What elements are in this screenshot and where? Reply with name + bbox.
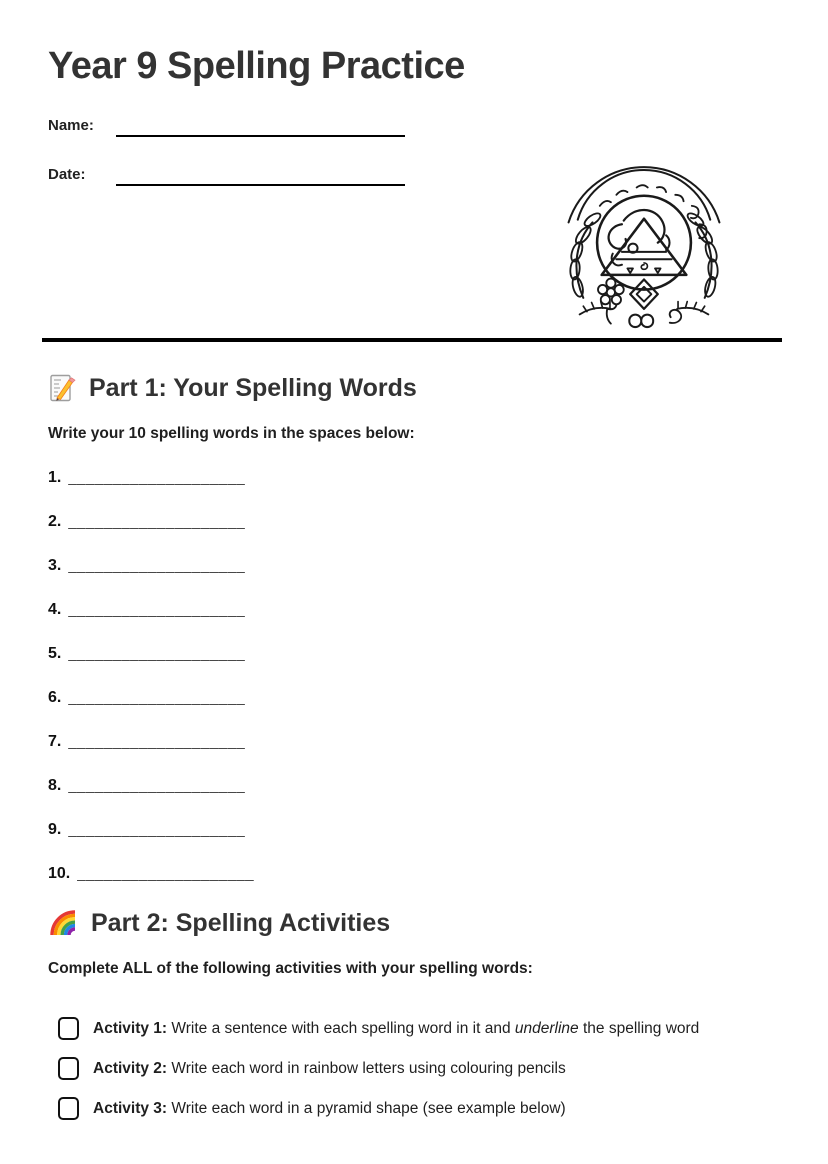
spelling-word-row bbox=[48, 513, 782, 531]
part1-heading-text: Part 1: Your Spelling Words bbox=[89, 373, 417, 402]
activity-row bbox=[48, 1097, 782, 1120]
activity-1-desc-end: the spelling word bbox=[578, 1020, 700, 1038]
spelling-word-row bbox=[48, 865, 782, 883]
activity-1-desc-start: Write a sentence with each spelling word in it and bbox=[167, 1020, 515, 1038]
spelling-word-row bbox=[48, 557, 782, 575]
name-label: Name: bbox=[48, 116, 94, 134]
word-number: 7. bbox=[48, 732, 62, 750]
word-blank-line: ____________________ bbox=[77, 864, 255, 882]
activity-3-text bbox=[93, 1097, 566, 1120]
word-blank-line: ____________________ bbox=[68, 820, 246, 838]
part1-intro: Write your 10 spelling words in the spaces below: bbox=[48, 424, 415, 442]
name-write-line bbox=[116, 121, 405, 137]
word-blank-line: ____________________ bbox=[68, 556, 246, 574]
activity-2-desc: Write each word in rainbow letters using colouring pencils bbox=[167, 1060, 566, 1078]
spelling-word-row bbox=[48, 733, 782, 751]
activity-1-checkbox[interactable] bbox=[58, 1017, 79, 1040]
decorative-emblem bbox=[552, 134, 736, 332]
spelling-word-row bbox=[48, 645, 782, 663]
date-label: Date: bbox=[48, 165, 86, 183]
memo-pencil-icon bbox=[48, 373, 78, 403]
spelling-word-row bbox=[48, 689, 782, 707]
spelling-word-row bbox=[48, 821, 782, 839]
activity-2-checkbox[interactable] bbox=[58, 1057, 79, 1080]
activity-2-text bbox=[93, 1057, 566, 1080]
rainbow-icon bbox=[48, 908, 80, 938]
word-blank-line: ____________________ bbox=[68, 600, 246, 618]
word-blank-line: ____________________ bbox=[68, 512, 246, 530]
worksheet-page bbox=[0, 46, 828, 1120]
activity-1-italic-word: underline bbox=[514, 1020, 579, 1038]
spelling-word-list bbox=[48, 469, 782, 883]
spelling-word-row bbox=[48, 777, 782, 795]
word-number: 8. bbox=[48, 776, 62, 794]
date-write-line bbox=[116, 170, 405, 186]
activity-1-text bbox=[93, 1017, 699, 1040]
word-blank-line: ____________________ bbox=[68, 468, 246, 486]
word-blank-line: ____________________ bbox=[68, 732, 246, 750]
activity-row bbox=[48, 1017, 782, 1040]
word-number: 2. bbox=[48, 512, 62, 530]
part1-heading bbox=[48, 373, 782, 403]
activities-list bbox=[48, 1017, 782, 1120]
activity-3-desc: Write each word in a pyramid shape (see example below) bbox=[167, 1100, 566, 1118]
page-title: Year 9 Spelling Practice bbox=[48, 45, 465, 87]
word-blank-line: ____________________ bbox=[68, 644, 246, 662]
word-number: 5. bbox=[48, 644, 62, 662]
word-number: 3. bbox=[48, 556, 62, 574]
spelling-word-row bbox=[48, 469, 782, 487]
activity-row bbox=[48, 1057, 782, 1080]
spelling-word-row bbox=[48, 601, 782, 619]
activity-1-label: Activity 1: bbox=[93, 1020, 168, 1038]
part2-heading bbox=[48, 908, 782, 938]
word-number: 4. bbox=[48, 600, 62, 618]
word-number: 9. bbox=[48, 820, 62, 838]
activity-2-label: Activity 2: bbox=[93, 1060, 168, 1078]
activity-3-label: Activity 3: bbox=[93, 1100, 168, 1118]
part2-intro: Complete ALL of the following activities with your spelling words: bbox=[48, 959, 533, 977]
word-blank-line: ____________________ bbox=[68, 688, 246, 706]
word-blank-line: ____________________ bbox=[68, 776, 246, 794]
activity-3-checkbox[interactable] bbox=[58, 1097, 79, 1120]
part2-heading-text: Part 2: Spelling Activities bbox=[91, 908, 391, 937]
section-divider bbox=[42, 338, 782, 342]
word-number: 10. bbox=[48, 864, 71, 882]
word-number: 6. bbox=[48, 688, 62, 706]
word-number: 1. bbox=[48, 468, 62, 486]
